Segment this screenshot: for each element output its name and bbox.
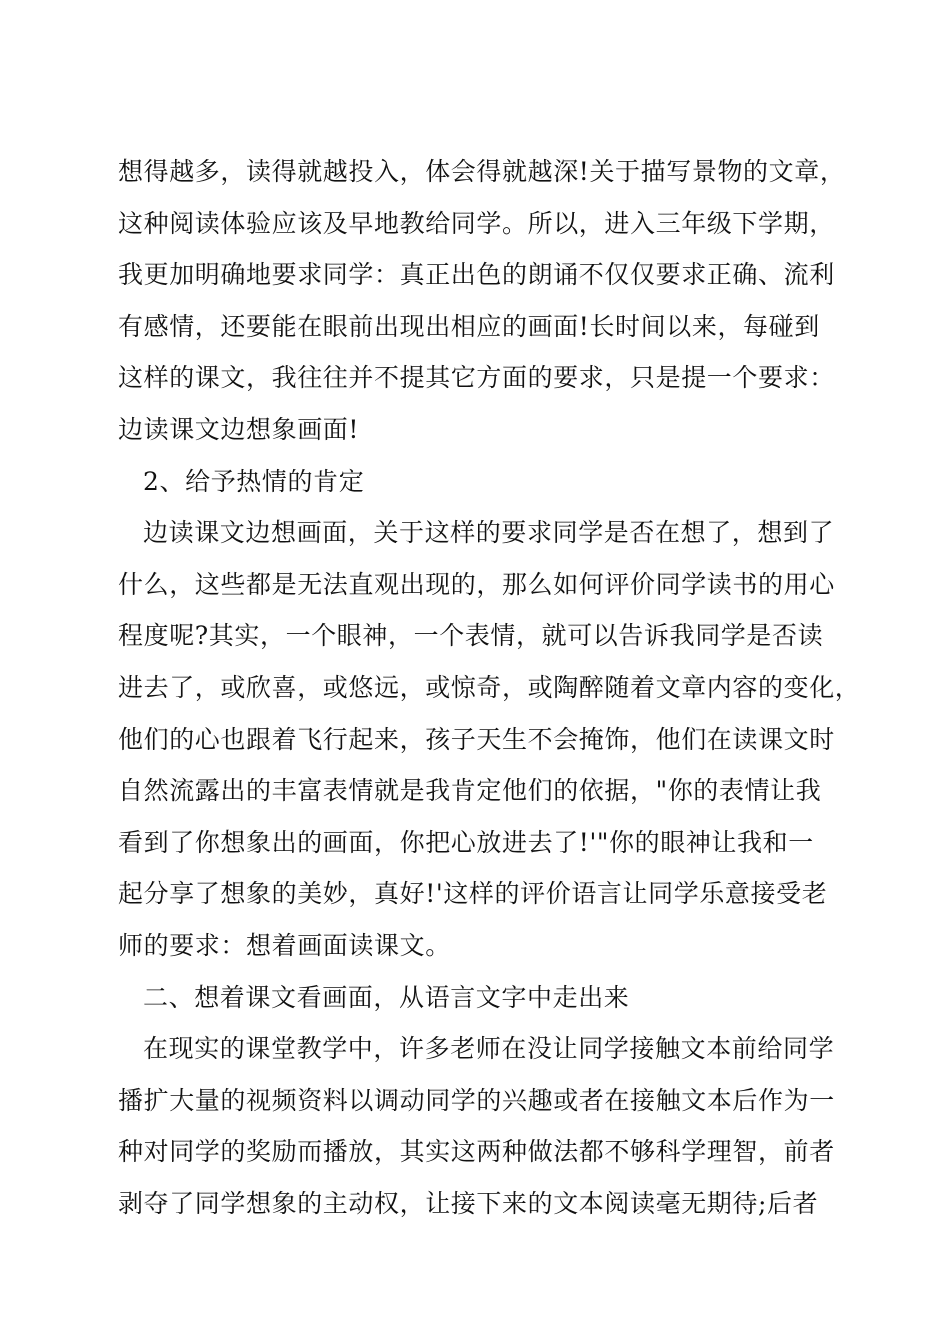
- text-line: 种对同学的奖励而播放，其实这两种做法都不够科学理智，前者: [118, 1137, 835, 1167]
- document-body: [118, 146, 861, 1229]
- text-line: 二、想着课文看画面，从语言文字中走出来: [143, 982, 630, 1012]
- text-line: 想得越多，读得就越投入，体会得就越深!关于描写景物的文章，: [118, 157, 846, 186]
- text-line: 师的要求：想着画面读课文。: [118, 930, 451, 960]
- text-line: 看到了你想象出的画面，你把心放进去了!'"你的眼神让我和一: [118, 827, 814, 857]
- text-line: 在现实的课堂教学中，许多老师在没让同学接触文本前给同学: [143, 1034, 835, 1064]
- text-line: 2、给予热情的肯定: [143, 466, 365, 496]
- text-line: 起分享了想象的美妙，真好!'这样的评价语言让同学乐意接受老: [118, 879, 828, 909]
- text-line: 进去了，或欣喜，或悠远，或惊奇，或陶醉随着文章内容的变化，: [118, 672, 861, 702]
- text-line: 自然流露出的丰富表情就是我肯定他们的依据，"你的表情让我: [118, 776, 822, 806]
- text-line: 这种阅读体验应该及早地教给同学。所以，进入三年级下学期，: [118, 208, 835, 238]
- text-line: 边读课文边想象画面!: [118, 414, 360, 444]
- text-line: 有感情，还要能在眼前出现出相应的画面!长时间以来，每碰到: [118, 311, 820, 341]
- text-line: 播扩大量的视频资料以调动同学的兴趣或者在接触文本后作为一: [118, 1085, 835, 1115]
- text-line: 边读课文边想画面，关于这样的要求同学是否在想了，想到了: [143, 518, 835, 548]
- text-line: 程度呢?其实，一个眼神，一个表情，就可以告诉我同学是否读: [118, 621, 824, 651]
- text-line: 他们的心也跟着飞行起来，孩子天生不会掩饰，他们在读课文时: [118, 724, 835, 754]
- text-line: 什么，这些都是无法直观出现的，那么如何评价同学读书的用心: [118, 569, 835, 599]
- text-line: 我更加明确地要求同学：真正出色的朗诵不仅仅要求正确、流利: [118, 260, 835, 290]
- text-line: 这样的课文，我往往并不提其它方面的要求，只是提一个要求：: [118, 363, 835, 393]
- text-line: 剥夺了同学想象的主动权，让接下来的文本阅读毫无期待;后者: [118, 1188, 819, 1218]
